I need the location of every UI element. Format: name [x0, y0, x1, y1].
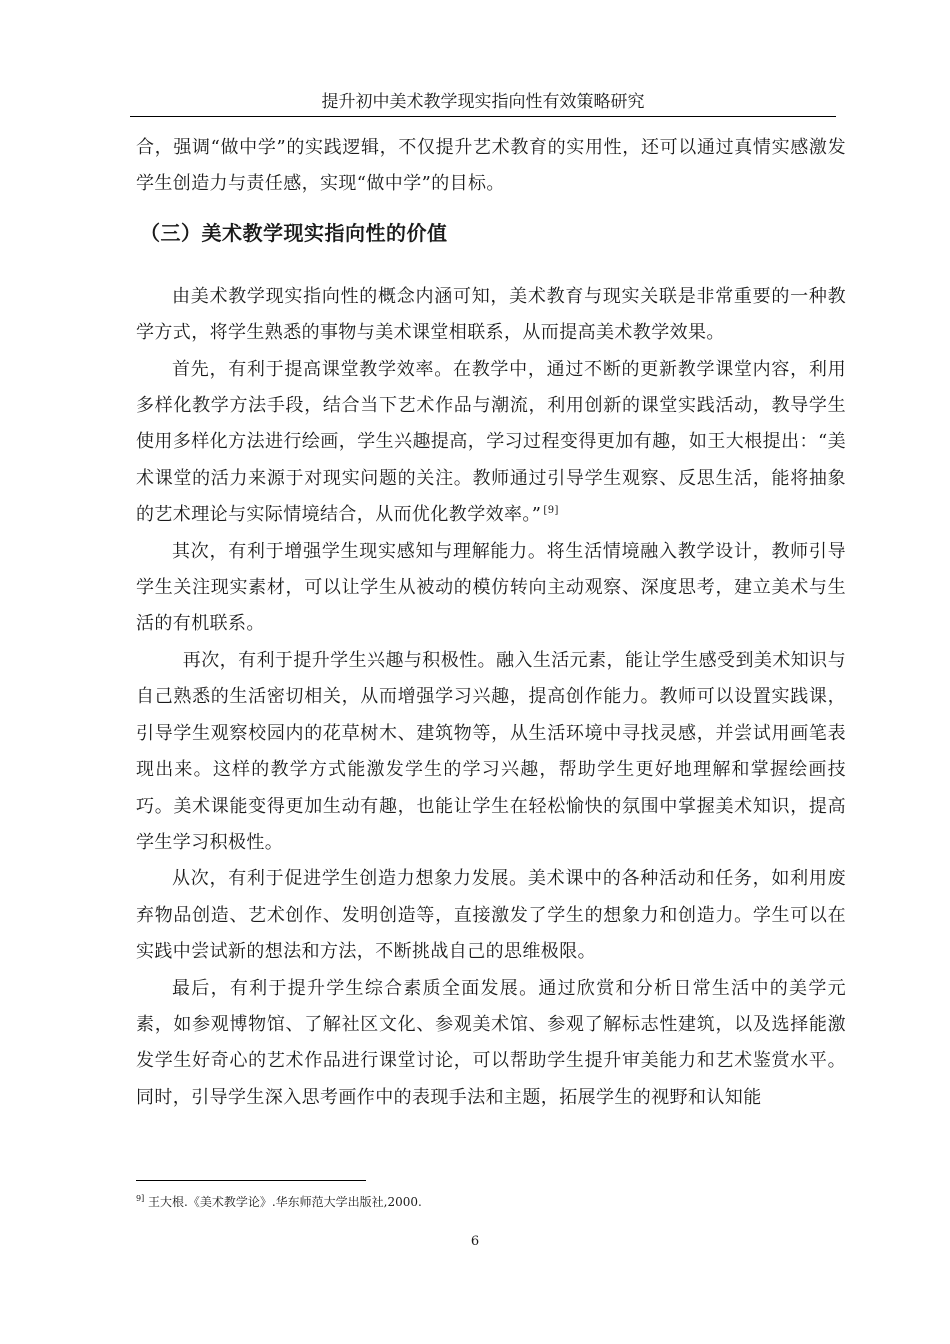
footnote	[136, 1194, 422, 1210]
paragraph-first	[136, 352, 846, 534]
footnote-text: 王大根.《美术教学论》.华东师范大学出版社,2000.	[148, 1195, 422, 1209]
paragraph-first-text: 首先，有利于提高课堂教学效率。在教学中，通过不断的更新教学课堂内容，利用多样化教学方法手段，结合当下艺术作品与潮流，利用创新的课堂实践活动，教导学生使用多样化方法进行绘画，学生兴趣提高，学习过程变得更加有趣，如王大根提出：“美术课堂的活力来源于对现实问题的关注。教师通过引导学生观察、反思生活，能将抽象的艺术理论与实际情境结合，从而优化教学效率。”	[136, 358, 846, 526]
paragraph-last: 最后，有利于提升学生综合素质全面发展。通过欣赏和分析日常生活中的美学元素，如参观博物馆、了解社区文化、参观美术馆、参观了解标志性建筑，以及选择能激发学生好奇心的艺术作品进行课堂讨论，可以帮助学生提升审美能力和艺术鉴赏水平。同时，引导学生深入思考画作中的表现手法和主题，拓展学生的视野和认知能	[136, 977, 846, 1108]
running-header: 提升初中美术教学现实指向性有效策略研究	[130, 90, 836, 117]
footnote-mark: 9]	[136, 1194, 145, 1203]
paragraph-continued: 合，强调“做中学”的实践逻辑，不仅提升艺术教育的实用性，还可以通过真情实感激发学生创造力与责任感，实现“做中学”的目标。	[136, 137, 846, 195]
paragraph-fourth: 从次，有利于促进学生创造力想象力发展。美术课中的各种活动和任务，如利用废弃物品创造、艺术创作、发明创造等，直接激发了学生的想象力和创造力。学生可以在实践中尝试新的想法和方法，不断挑战自己的思维极限。	[136, 868, 846, 963]
paragraph-second: 其次，有利于增强学生现实感知与理解能力。将生活情境融入教学设计，教师引导学生关注现实素材，可以让学生从被动的模仿转向主动观察、深度思考，建立美术与生活的有机联系。	[136, 540, 846, 635]
main-text	[136, 130, 846, 1116]
paragraph-third: 再次，有利于提升学生兴趣与积极性。融入生活元素，能让学生感受到美术知识与自己熟悉的生活密切相关，从而增强学习兴趣，提高创作能力。教师可以设置实践课，引导学生观察校园内的花草树木、建筑物等，从生活环境中寻找灵感，并尝试用画笔表现出来。这样的教学方式能激发学生的学习兴趣，帮助学生更好地理解和掌握绘画技巧。美术课能变得更加生动有趣，也能让学生在轻松愉快的氛围中掌握美术知识，提高学生学习积极性。	[136, 649, 846, 853]
section-heading: （三）美术教学现实指向性的价值	[140, 220, 448, 245]
paragraph-intro: 由美术教学现实指向性的概念内涵可知，美术教育与现实关联是非常重要的一种教学方式，将学生熟悉的事物与美术课堂相联系，从而提高美术教学效果。	[136, 285, 846, 344]
footnote-divider	[136, 1180, 366, 1181]
citation-marker[interactable]: [9]	[543, 505, 559, 517]
page-number: 6	[470, 1234, 480, 1249]
